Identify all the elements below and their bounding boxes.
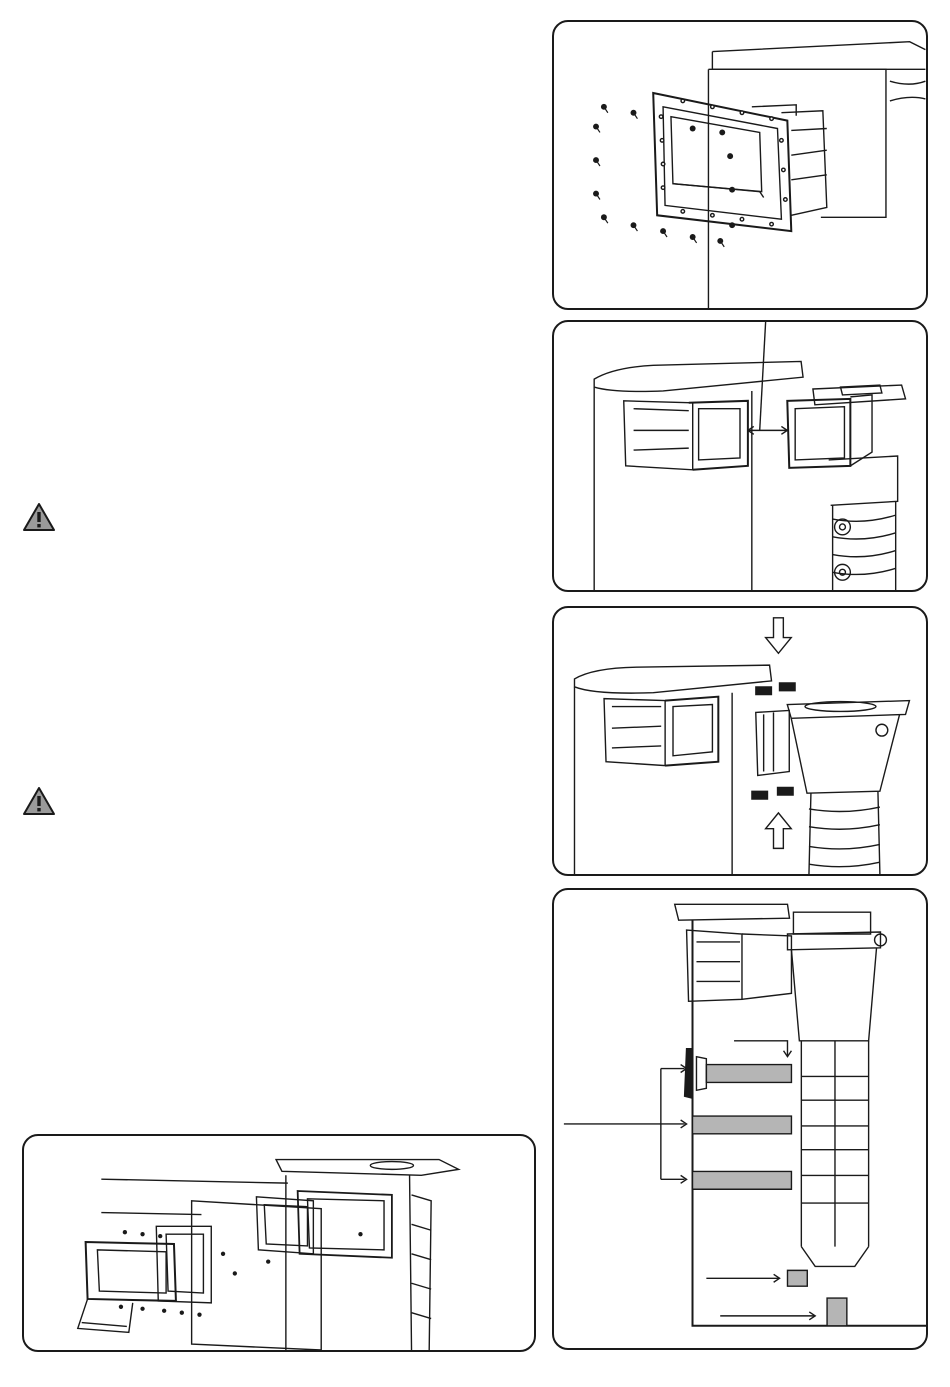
figure-throat-body-measure — [552, 320, 928, 592]
figure-exploded-faceplate — [22, 1134, 536, 1352]
figure-clamp-assembly — [552, 606, 928, 876]
warning-triangle-icon — [22, 786, 56, 816]
figure-extension-pipes — [552, 888, 928, 1350]
warning-triangle-icon — [22, 502, 56, 532]
figure-faceplate-screws — [552, 20, 928, 310]
